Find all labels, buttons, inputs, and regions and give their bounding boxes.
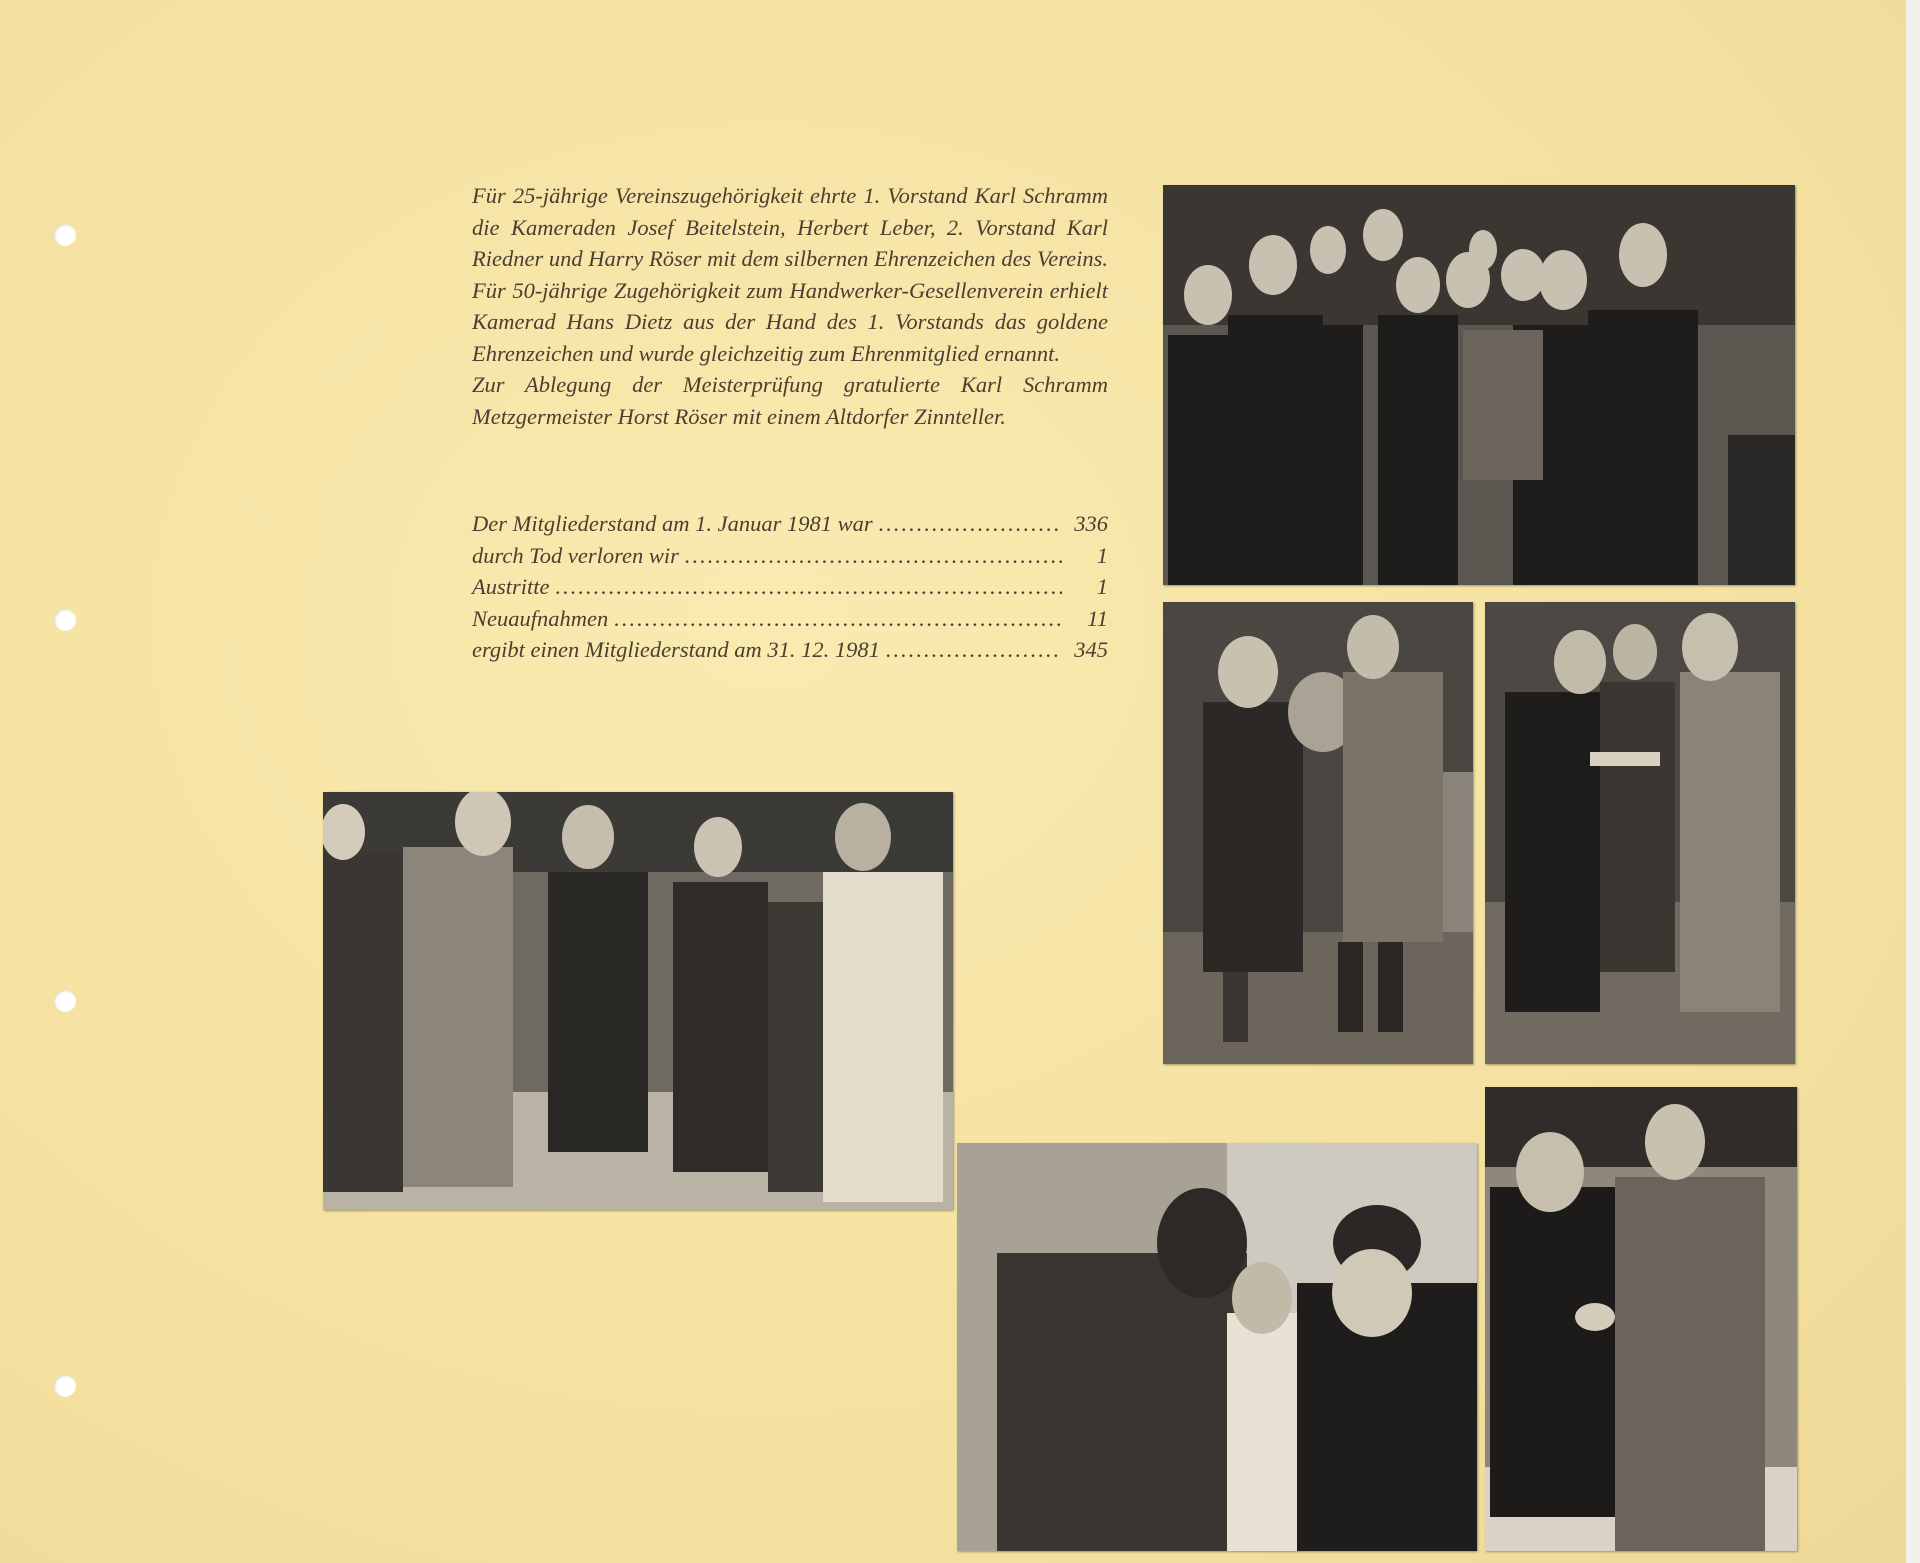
leader-dots bbox=[556, 571, 1063, 603]
leader-dots bbox=[886, 634, 1062, 666]
stat-row bbox=[472, 603, 1108, 635]
punch-hole bbox=[54, 1375, 76, 1397]
page-edge bbox=[1906, 0, 1920, 1563]
stat-value: 11 bbox=[1087, 605, 1108, 631]
stat-label: ergibt einen Mitgliederstand am 31. 12. 1981 bbox=[472, 637, 880, 662]
stat-value: 1 bbox=[1096, 574, 1108, 599]
stat-label: Der Mitgliederstand am 1. Januar 1981 war bbox=[472, 511, 873, 536]
leader-dots bbox=[879, 508, 1062, 540]
award-handshake-photo bbox=[1485, 602, 1795, 1064]
stat-value: 345 bbox=[1074, 637, 1108, 662]
punch-hole bbox=[54, 609, 76, 631]
leader-dots bbox=[614, 603, 1062, 635]
stat-row bbox=[472, 508, 1108, 540]
punch-hole bbox=[54, 990, 76, 1012]
stat-value: 1 bbox=[1096, 542, 1108, 568]
winter-greeting-photo bbox=[957, 1143, 1477, 1551]
article-paragraph: Für 25-jährige Vereinszugehörigkeit ehrte 1. Vorstand Karl Schramm die Kameraden Josef Beitelstein, Herbert Leber, 2. Vorstand Karl Riedner und Harry Röser mit dem silbernen Ehrenzeichen des Vereins. Für 50-jährige Zugehörigkeit zum Handwerker-Gesellenverein erhielt Kamerad Hans Dietz aus der Hand des 1. Vorstands das goldene Ehrenzeichen und wurde gleichzeitig zum Ehrenmitglied ernannt. bbox=[472, 183, 1108, 366]
article-paragraph: Zur Ablegung der Meisterprüfung gratulierte Karl Schramm Metzgermeister Horst Röser mit einem Altdorfer Zinnteller. bbox=[472, 372, 1108, 429]
stat-row bbox=[472, 634, 1108, 666]
membership-stats bbox=[472, 508, 1108, 666]
stat-label: Neuaufnahmen bbox=[472, 605, 609, 631]
stat-row bbox=[472, 540, 1108, 572]
punch-hole bbox=[54, 224, 76, 246]
stat-value: 336 bbox=[1074, 511, 1108, 536]
stat-label: Austritte bbox=[472, 574, 550, 599]
leader-dots bbox=[685, 540, 1062, 572]
outdoor-gathering-photo bbox=[323, 792, 953, 1210]
winter-handshake-photo bbox=[1485, 1087, 1797, 1551]
stat-label: durch Tod verloren wir bbox=[472, 542, 679, 568]
stat-row bbox=[472, 571, 1108, 603]
group-honoring-photo bbox=[1163, 185, 1795, 585]
bouquet-presentation-photo bbox=[1163, 602, 1473, 1064]
article-text bbox=[472, 180, 1108, 432]
